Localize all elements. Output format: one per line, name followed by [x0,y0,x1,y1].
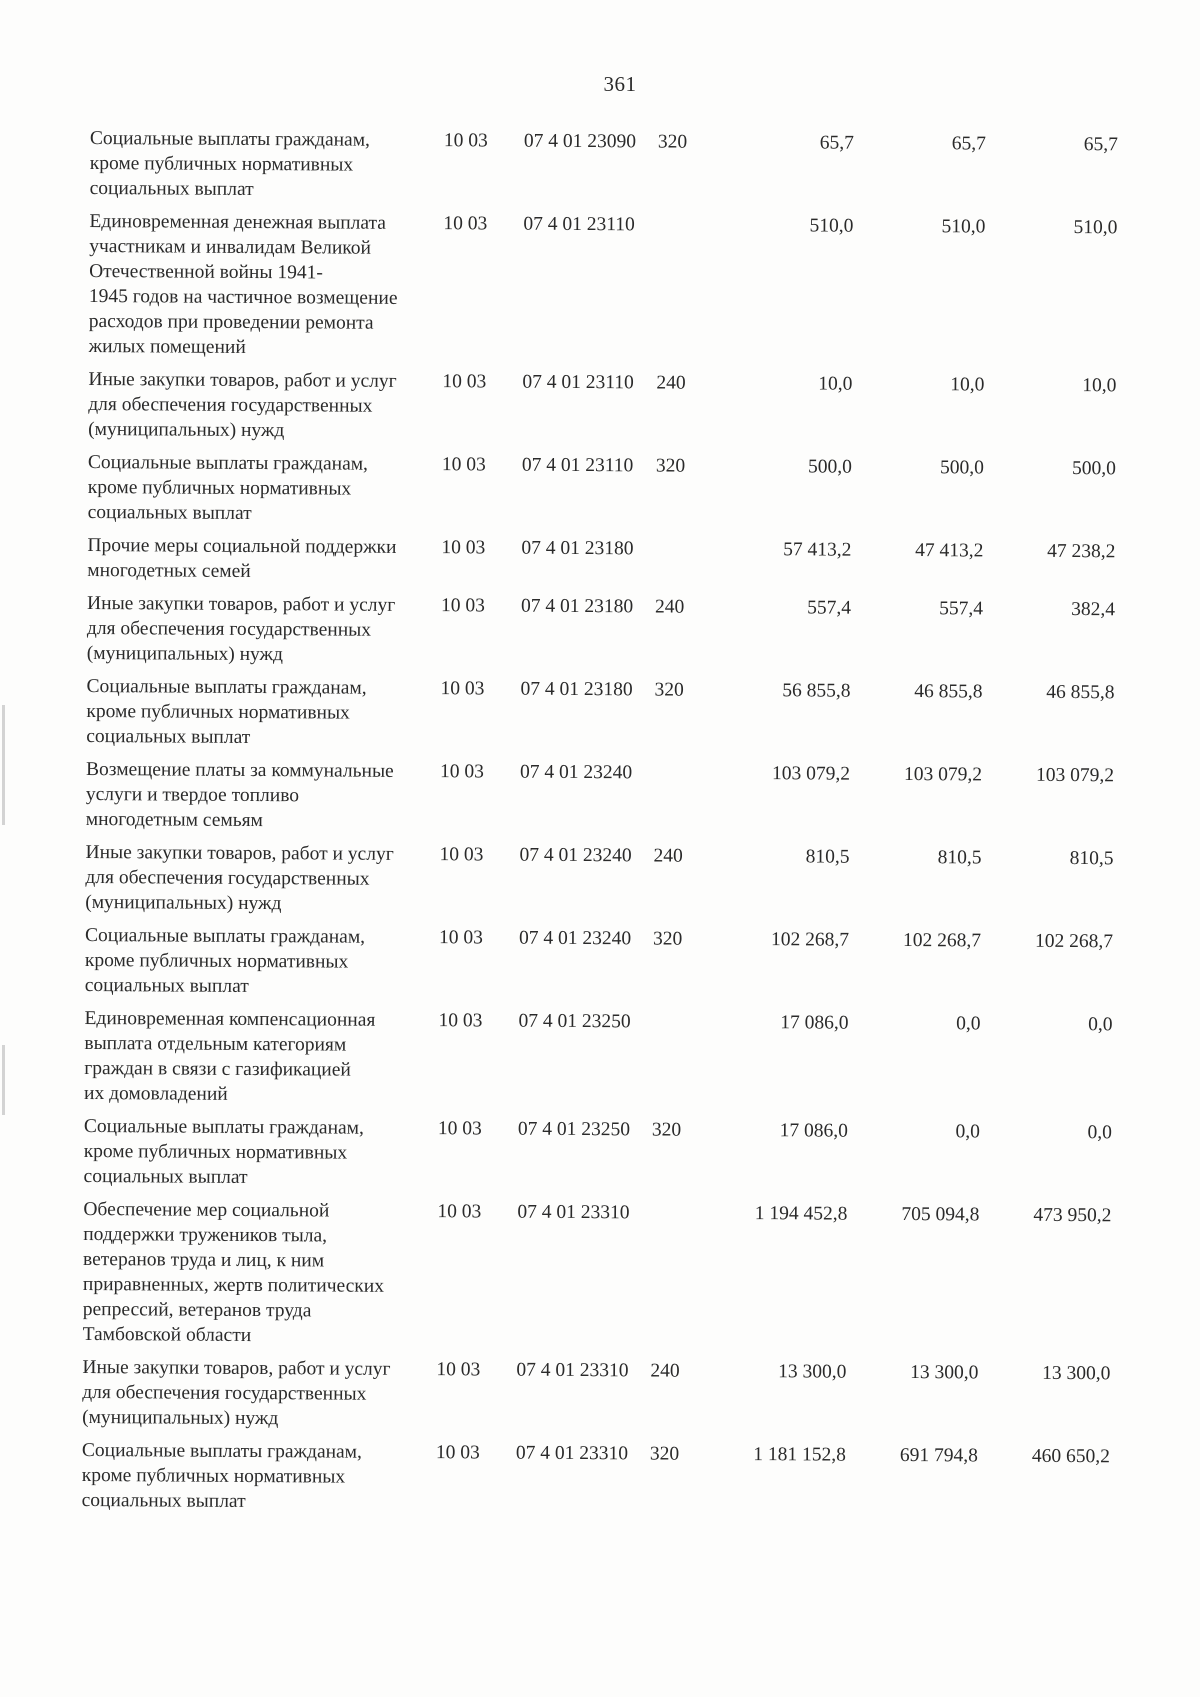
amount-year-2: 705 094,8 [901,1203,980,1226]
target-article-code: 07 4 01 23180 [521,537,634,560]
amount-year-1: 557,4 [807,597,852,619]
item-name: Социальные выплаты гражданам, кроме публичных нормативных социальных выплат [84,924,366,997]
amount-year-3: 103 079,2 [1035,764,1115,787]
item-name: Возмещение платы за коммунальные услуги и твердое топливо многодетным семьям [85,758,394,832]
section-code: 10 03 [440,678,485,700]
expense-kind-code: 240 [650,1360,680,1382]
target-article-code: 07 4 01 23180 [521,595,634,618]
table-row [87,591,1177,673]
scan-edge-mark [2,1045,5,1115]
item-name: Единовременная компенсационная выплата отдельным категориям граждан в связи с газификацией их домовладений [84,1007,376,1105]
amount-year-1: 810,5 [805,846,850,868]
section-code: 10 03 [437,1118,482,1140]
item-name: Социальные выплаты гражданам, кроме публичных нормативных социальных выплат [89,127,371,201]
amount-year-2: 510,0 [941,216,986,238]
target-article-code: 07 4 01 23250 [518,1010,631,1033]
amount-year-3: 510,0 [1073,217,1118,239]
section-code: 10 03 [441,595,486,617]
amount-year-3: 0,0 [1087,1122,1112,1144]
amount-year-2: 10,0 [950,374,985,396]
expense-kind-code: 240 [653,845,683,867]
amount-year-3: 46 855,8 [1046,681,1115,704]
expense-kind-code: 320 [652,928,683,950]
table-row [86,757,1176,839]
target-article-code: 07 4 01 23240 [519,761,633,784]
expense-kind-code: 240 [655,596,685,618]
section-code: 10 03 [438,927,483,949]
target-article-code: 07 4 01 23240 [518,927,632,950]
amount-year-2: 691 794,8 [899,1444,978,1467]
section-code: 10 03 [439,844,484,866]
item-name: Единовременная денежная выплата участникам и инвалидам Великой Отечественной войны 1941- 1945 годов на частичное возмещение расходов при проведении ремонта жилых помещений [88,210,398,358]
section-code: 10 03 [442,371,487,393]
section-code: 10 03 [438,1010,483,1032]
amount-year-1: 510,0 [809,215,854,237]
amount-year-1: 500,0 [807,456,852,478]
amount-year-2: 557,4 [939,598,984,620]
target-article-code: 07 4 01 23310 [517,1201,630,1224]
scan-edge-mark [2,705,5,825]
table-row [87,533,1177,590]
section-code: 10 03 [439,761,485,783]
section-code: 10 03 [435,1442,480,1464]
table-row [83,1197,1174,1354]
item-name: Иные закупки товаров, работ и услуг для обеспечения государственных (муниципальных) нужд [86,592,396,666]
target-article-code: 07 4 01 23110 [522,371,634,394]
table-row [90,126,1180,208]
amount-year-1: 17 086,0 [780,1012,849,1034]
table-row [85,923,1175,1005]
expense-kind-code: 320 [649,1443,680,1465]
item-name: Прочие меры социальной поддержки многодетных семей [87,534,397,582]
expense-kind-code: 320 [654,679,684,701]
amount-year-1: 65,7 [819,132,854,154]
amount-year-1: 103 079,2 [771,763,851,785]
target-article-code: 07 4 01 23110 [521,454,634,477]
item-name: Социальные выплаты гражданам, кроме публичных нормативных социальных выплат [83,1115,364,1188]
expense-kind-code: 240 [656,372,686,394]
table-row [82,1355,1172,1437]
table-row [88,450,1178,532]
amount-year-3: 0,0 [1088,1014,1113,1036]
section-code: 10 03 [441,454,486,476]
section-code: 10 03 [441,537,486,559]
amount-year-3: 810,5 [1069,847,1114,870]
item-name: Обеспечение мер социальной поддержки тружеников тыла, ветеранов труда и лиц, к ним приравненных, жертв политических репрессий, ветеранов труда Тамбовской области [82,1198,385,1347]
table-row [84,1114,1174,1196]
item-name: Иные закупки товаров, работ и услуг для обеспечения государственных (муниципальных) нужд [85,841,394,915]
target-article-code: 07 4 01 23310 [516,1359,629,1382]
amount-year-1: 13 300,0 [778,1361,847,1383]
amount-year-1: 1 194 452,8 [754,1203,848,1225]
amount-year-2: 47 413,2 [915,540,984,562]
amount-year-3: 13 300,0 [1042,1362,1111,1385]
amount-year-1: 10,0 [818,373,853,395]
amount-year-3: 65,7 [1083,134,1118,156]
target-article-code: 07 4 01 23240 [519,844,632,867]
amount-year-1: 102 268,7 [770,929,850,951]
amount-year-2: 103 079,2 [903,763,983,786]
amount-year-1: 17 086,0 [779,1120,848,1142]
amount-year-1: 56 855,8 [782,680,851,702]
amount-year-2: 102 268,7 [902,929,982,952]
amount-year-2: 46 855,8 [914,681,983,703]
expense-kind-code: 320 [651,1119,682,1141]
table-row [88,367,1178,449]
budget-table [81,126,1180,1528]
amount-year-3: 460 650,2 [1031,1445,1110,1468]
item-name: Иные закупки товаров, работ и услуг для обеспечения государственных (муниципальных) нужд [82,1356,391,1430]
amount-year-1: 57 413,2 [783,539,852,561]
amount-year-3: 473 950,2 [1033,1204,1112,1227]
table-row [89,209,1180,366]
section-code: 10 03 [443,130,488,152]
section-code: 10 03 [436,1359,481,1381]
amount-year-2: 13 300,0 [910,1362,979,1384]
expense-kind-code: 320 [655,455,686,477]
target-article-code: 07 4 01 23090 [523,130,637,153]
page-number: 361 [603,72,637,96]
item-name: Иные закупки товаров, работ и услуг для обеспечения государственных (муниципальных) нужд [88,368,397,442]
table-row [85,840,1175,922]
target-article-code: 07 4 01 23310 [515,1442,629,1465]
target-article-code: 07 4 01 23250 [517,1118,631,1141]
amount-year-2: 65,7 [951,133,986,155]
amount-year-3: 10,0 [1082,375,1117,397]
item-name: Социальные выплаты гражданам, кроме публичных нормативных социальных выплат [81,1439,362,1512]
amount-year-3: 500,0 [1071,458,1116,480]
table-row [86,674,1176,756]
item-name: Социальные выплаты гражданам, кроме публичных нормативных социальных выплат [87,451,369,524]
amount-year-2: 0,0 [955,1121,980,1143]
item-name: Социальные выплаты гражданам, кроме публичных нормативных социальных выплат [86,675,367,748]
amount-year-3: 102 268,7 [1034,930,1114,953]
amount-year-1: 1 181 152,8 [753,1444,846,1466]
amount-year-2: 500,0 [939,457,984,479]
table-row [82,1438,1172,1520]
section-code: 10 03 [437,1201,482,1223]
expense-kind-code: 320 [657,131,688,153]
amount-year-2: 810,5 [937,847,982,869]
target-article-code: 07 4 01 23110 [523,213,635,236]
section-code: 10 03 [443,213,488,235]
amount-year-2: 0,0 [956,1013,981,1035]
amount-year-3: 47 238,2 [1047,540,1116,563]
target-article-code: 07 4 01 23180 [520,678,633,701]
table-row [84,1006,1175,1113]
amount-year-3: 382,4 [1071,599,1116,621]
